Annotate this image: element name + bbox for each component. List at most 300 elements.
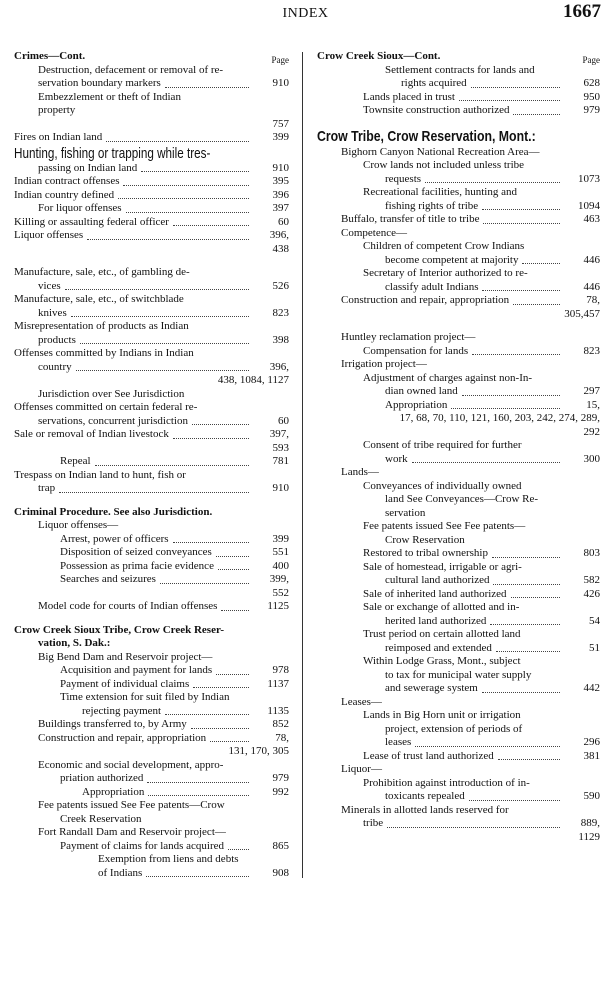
leader-dots [482, 692, 560, 693]
leader-dots [471, 87, 560, 88]
index-entry [14, 280, 289, 294]
index-entry [317, 186, 600, 200]
index-entry [14, 759, 289, 773]
leader-dots [210, 741, 249, 742]
leader-dots [59, 492, 249, 493]
index-entry [14, 786, 289, 800]
page-ref: 399 [272, 532, 289, 545]
entry-text: Liquor offenses— [38, 519, 119, 531]
index-entry [317, 534, 600, 548]
index-entry [317, 331, 600, 345]
page-ref: 131, 170, 305 [228, 745, 289, 757]
page-ref: 852 [272, 718, 289, 730]
leader-dots [218, 569, 249, 570]
index-entry [317, 723, 600, 737]
leader-dots [472, 354, 560, 355]
index-entry [14, 651, 289, 665]
entry-text: Within Lodge Grass, Mont., subject [363, 655, 521, 667]
index-entry [317, 493, 600, 507]
entry-text: Crow Creek Sioux—Cont. [317, 50, 441, 62]
index-entry [317, 520, 600, 534]
entry-text: work [385, 452, 408, 465]
column-divider [302, 52, 303, 878]
index-entry [14, 162, 289, 176]
index-entry [317, 372, 600, 386]
index-entry [14, 678, 289, 692]
entry-text: Lease of trust land authorized [363, 749, 494, 762]
index-entry [317, 561, 600, 575]
page-column-label: Page [271, 55, 289, 65]
index-entry [14, 691, 289, 705]
page-ref: 78, [275, 731, 289, 744]
index-entry [317, 682, 600, 696]
entry-text: Bighorn Canyon National Recreation Area— [341, 145, 540, 158]
page-ref: 426 [583, 587, 600, 600]
entry-text: Lands placed in trust [363, 90, 455, 103]
leader-dots [522, 263, 560, 264]
leader-dots [221, 610, 249, 611]
entry-text: knives [38, 306, 67, 319]
entry-text: Manufacture, sale, etc., of gambling de- [14, 266, 190, 278]
leader-dots [228, 849, 249, 850]
index-entry [14, 732, 289, 746]
page-continuation [317, 426, 600, 440]
entry-text: project, extension of periods of [385, 722, 523, 735]
entry-text: Crimes—Cont. [14, 50, 86, 62]
index-entry [317, 574, 600, 588]
entry-text: Liquor— [341, 763, 382, 775]
entry-text: Crow Tribe, Crow Reservation, Mont.: [317, 127, 536, 145]
entry-text: Minerals in allotted lands reserved for [341, 803, 509, 816]
index-entry [14, 455, 289, 469]
index-entry [14, 229, 289, 243]
entry-text: Fires on Indian land [14, 131, 103, 143]
index-entry [14, 799, 289, 813]
index-heading [14, 506, 289, 520]
index-entry [14, 293, 289, 307]
leader-dots [483, 223, 560, 224]
index-entry [14, 415, 289, 429]
entry-text: Manufacture, sale, etc., of switchblade [14, 293, 184, 305]
page-ref: 399 [272, 131, 289, 143]
index-entry [317, 159, 600, 173]
leader-dots [160, 583, 249, 584]
index-entry [14, 347, 289, 361]
entry-text: Fee patents issued See Fee patents— [363, 520, 526, 532]
page-continuation [14, 745, 289, 759]
index-entry [14, 533, 289, 547]
page-ref: 803 [583, 547, 600, 559]
page-ref: 396, [269, 360, 289, 373]
page-ref: 1135 [267, 704, 289, 717]
leader-dots [123, 185, 249, 186]
entry-text: Recreational facilities, hunting and [363, 186, 517, 198]
page-ref: 757 [272, 117, 289, 130]
index-entry [317, 804, 600, 818]
leader-dots [87, 239, 249, 240]
page-ref: 1094 [578, 199, 600, 212]
index-entry [14, 813, 289, 827]
entry-text: Compensation for lands [363, 344, 469, 357]
page-ref: 17, 68, 70, 110, 121, 160, 203, 242, 274, 289, [399, 412, 600, 424]
page-ref: 978 [272, 664, 289, 676]
entry-text: Exemption from liens and debts [98, 853, 239, 865]
index-entry [317, 254, 600, 268]
entry-text: fishing rights of tribe [385, 199, 479, 212]
index-entry [14, 401, 289, 415]
page-continuation [14, 243, 289, 257]
entry-text: Lands in Big Horn unit or irrigation [363, 709, 521, 721]
entry-text: dian owned land [385, 385, 458, 397]
index-entry [14, 388, 289, 402]
entry-text: Leases— [341, 695, 382, 708]
leader-dots [173, 225, 249, 226]
leader-dots [490, 624, 560, 625]
page-ref: 781 [272, 455, 289, 467]
page-ref: 628 [583, 77, 600, 89]
entry-text: rejecting payment [82, 704, 162, 717]
index-entry [14, 118, 289, 132]
index-entry [317, 267, 600, 281]
page-ref: 823 [272, 306, 289, 319]
leader-dots [80, 343, 249, 344]
index-entry [14, 853, 289, 867]
entry-text: Conveyances of individually owned [363, 479, 522, 492]
entry-spacer [317, 118, 600, 128]
entry-text: priation authorized [60, 772, 144, 784]
leader-dots [513, 114, 560, 115]
page-ref: 593 [272, 441, 289, 454]
leader-dots [469, 800, 560, 801]
index-entry [317, 777, 600, 791]
entry-spacer [14, 256, 289, 266]
page-ref: 590 [583, 790, 600, 802]
entry-text: Model code for courts of Indian offenses [38, 600, 218, 612]
index-entry [14, 145, 289, 162]
page-ref: 950 [583, 90, 600, 103]
leader-dots [482, 209, 560, 210]
entry-text: Payment of individual claims [60, 677, 190, 690]
entry-text: Huntley reclamation project— [341, 331, 476, 343]
leader-dots [65, 289, 249, 290]
page-ref: 1125 [267, 600, 289, 612]
entry-text: products [38, 333, 76, 346]
index-entry [14, 482, 289, 496]
page-ref: 552 [272, 586, 289, 599]
entry-text: Secretary of Interior authorized to re- [363, 267, 528, 279]
entry-text: Sale of inherited land authorized [363, 587, 507, 600]
index-heading [14, 50, 289, 64]
page-ref: 979 [272, 772, 289, 784]
entry-text: vices [38, 279, 61, 292]
entry-text: Embezzlement or theft of Indian [38, 90, 181, 103]
index-entry [317, 628, 600, 642]
page-ref: 395 [272, 175, 289, 187]
leader-dots [146, 876, 249, 877]
index-entry [14, 91, 289, 105]
index-entry [317, 709, 600, 723]
entry-text: Restored to tribal ownership [363, 547, 488, 559]
entry-text: Repeal [60, 455, 91, 467]
index-entry [317, 642, 600, 656]
page-ref: 1137 [267, 677, 289, 690]
index-entry [317, 750, 600, 764]
entry-text: Searches and seizures [60, 573, 156, 585]
index-entry [317, 480, 600, 494]
page-ref: 78, [586, 294, 600, 306]
entry-text: Crow lands not included unless tribe [363, 159, 525, 171]
page-ref: 399, [269, 573, 289, 585]
index-entry [317, 763, 600, 777]
leader-dots [513, 304, 560, 305]
leader-dots [71, 316, 249, 317]
entry-text: leases [385, 736, 412, 748]
index-entry [14, 705, 289, 719]
page-ref: 296 [583, 736, 600, 748]
page-continuation [317, 412, 600, 426]
running-header-title: INDEX [282, 6, 329, 21]
entry-text: land See Conveyances—Crow Re- [385, 493, 539, 505]
entry-text: Disposition of seized conveyances [60, 546, 212, 558]
entry-text: For liquor offenses [38, 202, 122, 214]
entry-text: Townsite construction authorized [363, 104, 510, 116]
leader-dots [492, 557, 560, 558]
entry-text: vation, S. Dak.: [38, 637, 111, 649]
leader-dots [141, 171, 249, 172]
entry-text: Settlement contracts for lands and [385, 63, 535, 76]
leader-dots [148, 795, 249, 796]
index-heading [317, 50, 600, 64]
entry-text: Lands— [341, 466, 379, 478]
entry-text: Acquisition and payment for lands [60, 664, 213, 676]
entry-text: Appropriation [82, 785, 145, 798]
index-entry [14, 428, 289, 442]
entry-text: Construction and repair, appropriation [38, 731, 207, 744]
leader-dots [165, 714, 249, 715]
entry-text: Payment of claims for lands acquired [60, 839, 225, 852]
entry-text: Sale or removal of Indian livestock [14, 428, 169, 440]
page-ref: 397 [272, 202, 289, 214]
entry-text: rights acquired [401, 77, 467, 89]
page-ref: 60 [278, 414, 289, 427]
index-entry [317, 104, 600, 118]
entry-text: Trespass on Indian land to hunt, fish or [14, 468, 186, 481]
index-entry [14, 266, 289, 280]
entry-text: Crow Creek Sioux Tribe, Crow Creek Reser- [14, 623, 225, 636]
index-entry [317, 227, 600, 241]
index-entry [317, 669, 600, 683]
page-ref: 823 [583, 344, 600, 357]
entry-text: Hunting, fishing or trapping while tres- [14, 144, 211, 162]
entry-text: Crow Reservation [385, 533, 465, 546]
page-continuation [14, 374, 289, 388]
index-entry [317, 817, 600, 831]
entry-text: Children of competent Crow Indians [363, 240, 525, 252]
entry-text: Buffalo, transfer of title to tribe [341, 213, 480, 225]
page-ref: 1073 [578, 172, 600, 185]
leader-dots [425, 182, 560, 183]
page-ref: 400 [272, 559, 289, 572]
index-entry [14, 307, 289, 321]
entry-text: Offenses committed by Indians in Indian [14, 347, 194, 359]
index-entry [317, 507, 600, 521]
leader-dots [192, 424, 249, 425]
page-ref: 396, [269, 229, 289, 241]
entry-text: Prohibition against introduction of in- [363, 776, 530, 789]
entry-text: cultural land authorized [385, 574, 490, 586]
index-heading [14, 624, 289, 638]
page-continuation [317, 831, 600, 845]
page-ref: 60 [278, 215, 289, 228]
index-entry [14, 546, 289, 560]
entry-text: Adjustment of charges against non-In- [363, 371, 533, 384]
page-ref: 910 [272, 161, 289, 174]
index-entry [317, 466, 600, 480]
leader-dots [173, 542, 249, 543]
page-ref: 992 [272, 785, 289, 798]
index-entry [317, 439, 600, 453]
index-entry [317, 385, 600, 399]
leader-dots [173, 438, 249, 439]
page-ref: 446 [583, 253, 600, 266]
index-entry [317, 213, 600, 227]
entry-text: Big Bend Dam and Reservoir project— [38, 650, 213, 663]
index-entry [14, 519, 289, 533]
leader-dots [387, 827, 560, 828]
entry-text: herited land authorized [385, 614, 487, 627]
page-ref: 397, [269, 428, 289, 440]
index-entry [317, 547, 600, 561]
page-ref: 910 [272, 77, 289, 89]
entry-text: servation boundary markers [38, 77, 161, 89]
page-number: 1667 [563, 1, 601, 22]
entry-text: Indian contract offenses [14, 175, 120, 187]
entry-text: reimposed and extended [385, 641, 492, 654]
leader-dots [216, 674, 249, 675]
index-entry [14, 216, 289, 230]
leader-dots [482, 290, 560, 291]
index-entry [14, 175, 289, 189]
entry-text: of Indians [98, 866, 143, 879]
entry-text: trap [38, 482, 56, 494]
entry-text: servation [385, 506, 426, 519]
entry-text: Fee patents issued See Fee patents—Crow [38, 799, 225, 811]
index-entry [14, 867, 289, 881]
index-entry [14, 64, 289, 78]
leader-dots [493, 584, 560, 585]
index-column-right [317, 50, 600, 844]
entry-text: Possession as prima facie evidence [60, 559, 214, 572]
leader-dots [496, 651, 560, 652]
entry-text: Trust period on certain allotted land [363, 628, 521, 640]
page-continuation [14, 587, 289, 601]
entry-spacer [317, 321, 600, 331]
entry-text: Appropriation [385, 398, 448, 411]
entry-text: Time extension for suit filed by Indian [60, 691, 230, 703]
leader-dots [415, 746, 560, 747]
index-entry [317, 345, 600, 359]
index-entry [14, 361, 289, 375]
entry-spacer [14, 496, 289, 506]
page-ref: 15, [586, 398, 600, 411]
index-entry [14, 202, 289, 216]
index-entry [317, 453, 600, 467]
entry-text: become competent at majority [385, 253, 519, 266]
entry-text: property [38, 104, 76, 116]
page-ref: 396 [272, 188, 289, 201]
entry-text: classify adult Indians [385, 280, 479, 293]
entry-text: Criminal Procedure. See also Jurisdiction. [14, 505, 213, 518]
index-entry [317, 736, 600, 750]
page-continuation [14, 442, 289, 456]
page-ref: 297 [583, 385, 600, 397]
index-entry [14, 189, 289, 203]
index-entry [14, 560, 289, 574]
entry-text: Construction and repair, appropriation [341, 294, 510, 306]
index-entry [317, 240, 600, 254]
leader-dots [498, 759, 560, 760]
entry-text: Buildings transferred to, by Army [38, 718, 187, 730]
page-ref: 446 [583, 280, 600, 293]
page-ref: 398 [272, 333, 289, 346]
leader-dots [216, 556, 249, 557]
entry-text: passing on Indian land [38, 161, 138, 174]
leader-dots [76, 370, 249, 371]
entry-text: Fort Randall Dam and Reservoir project— [38, 826, 226, 838]
index-entry [317, 696, 600, 710]
leader-dots [147, 782, 249, 783]
entry-spacer [14, 614, 289, 624]
index-entry [14, 664, 289, 678]
page-ref: 381 [583, 749, 600, 762]
index-column-left [14, 50, 289, 880]
page-ref: 979 [583, 104, 600, 116]
entry-text: Jurisdiction over See Jurisdiction [38, 387, 185, 400]
entry-text: Sale of homestead, irrigable or agri- [363, 560, 522, 573]
page-continuation [317, 308, 600, 322]
index-entry [317, 790, 600, 804]
entry-text: to tax for municipal water supply [385, 668, 532, 681]
entry-text: Consent of tribe required for further [363, 439, 522, 451]
page-ref: 910 [272, 482, 289, 494]
page-ref: 292 [583, 425, 600, 438]
page-ref: 438 [272, 242, 289, 255]
index-entry [317, 655, 600, 669]
entry-text: Liquor offenses [14, 229, 84, 241]
page-ref: 582 [583, 574, 600, 586]
entry-text: tribe [363, 817, 384, 829]
page-ref: 908 [272, 866, 289, 879]
entry-text: Destruction, defacement or removal of re- [38, 63, 224, 76]
leader-dots [191, 728, 249, 729]
page-ref: 889, [580, 817, 600, 829]
page-column-label: Page [582, 55, 600, 65]
index-entry [14, 131, 289, 145]
index-entry [317, 588, 600, 602]
index-entry [14, 77, 289, 91]
index-heading [14, 637, 289, 651]
index-entry [317, 358, 600, 372]
index-entry [317, 64, 600, 78]
page-ref: 442 [583, 682, 600, 694]
page-ref: 305,457 [564, 307, 600, 320]
entry-text: Irrigation project— [341, 358, 427, 370]
page-ref: 463 [583, 213, 600, 225]
index-entry [14, 320, 289, 334]
index-entry [14, 469, 289, 483]
page-ref: 551 [272, 546, 289, 558]
index-entry [14, 826, 289, 840]
